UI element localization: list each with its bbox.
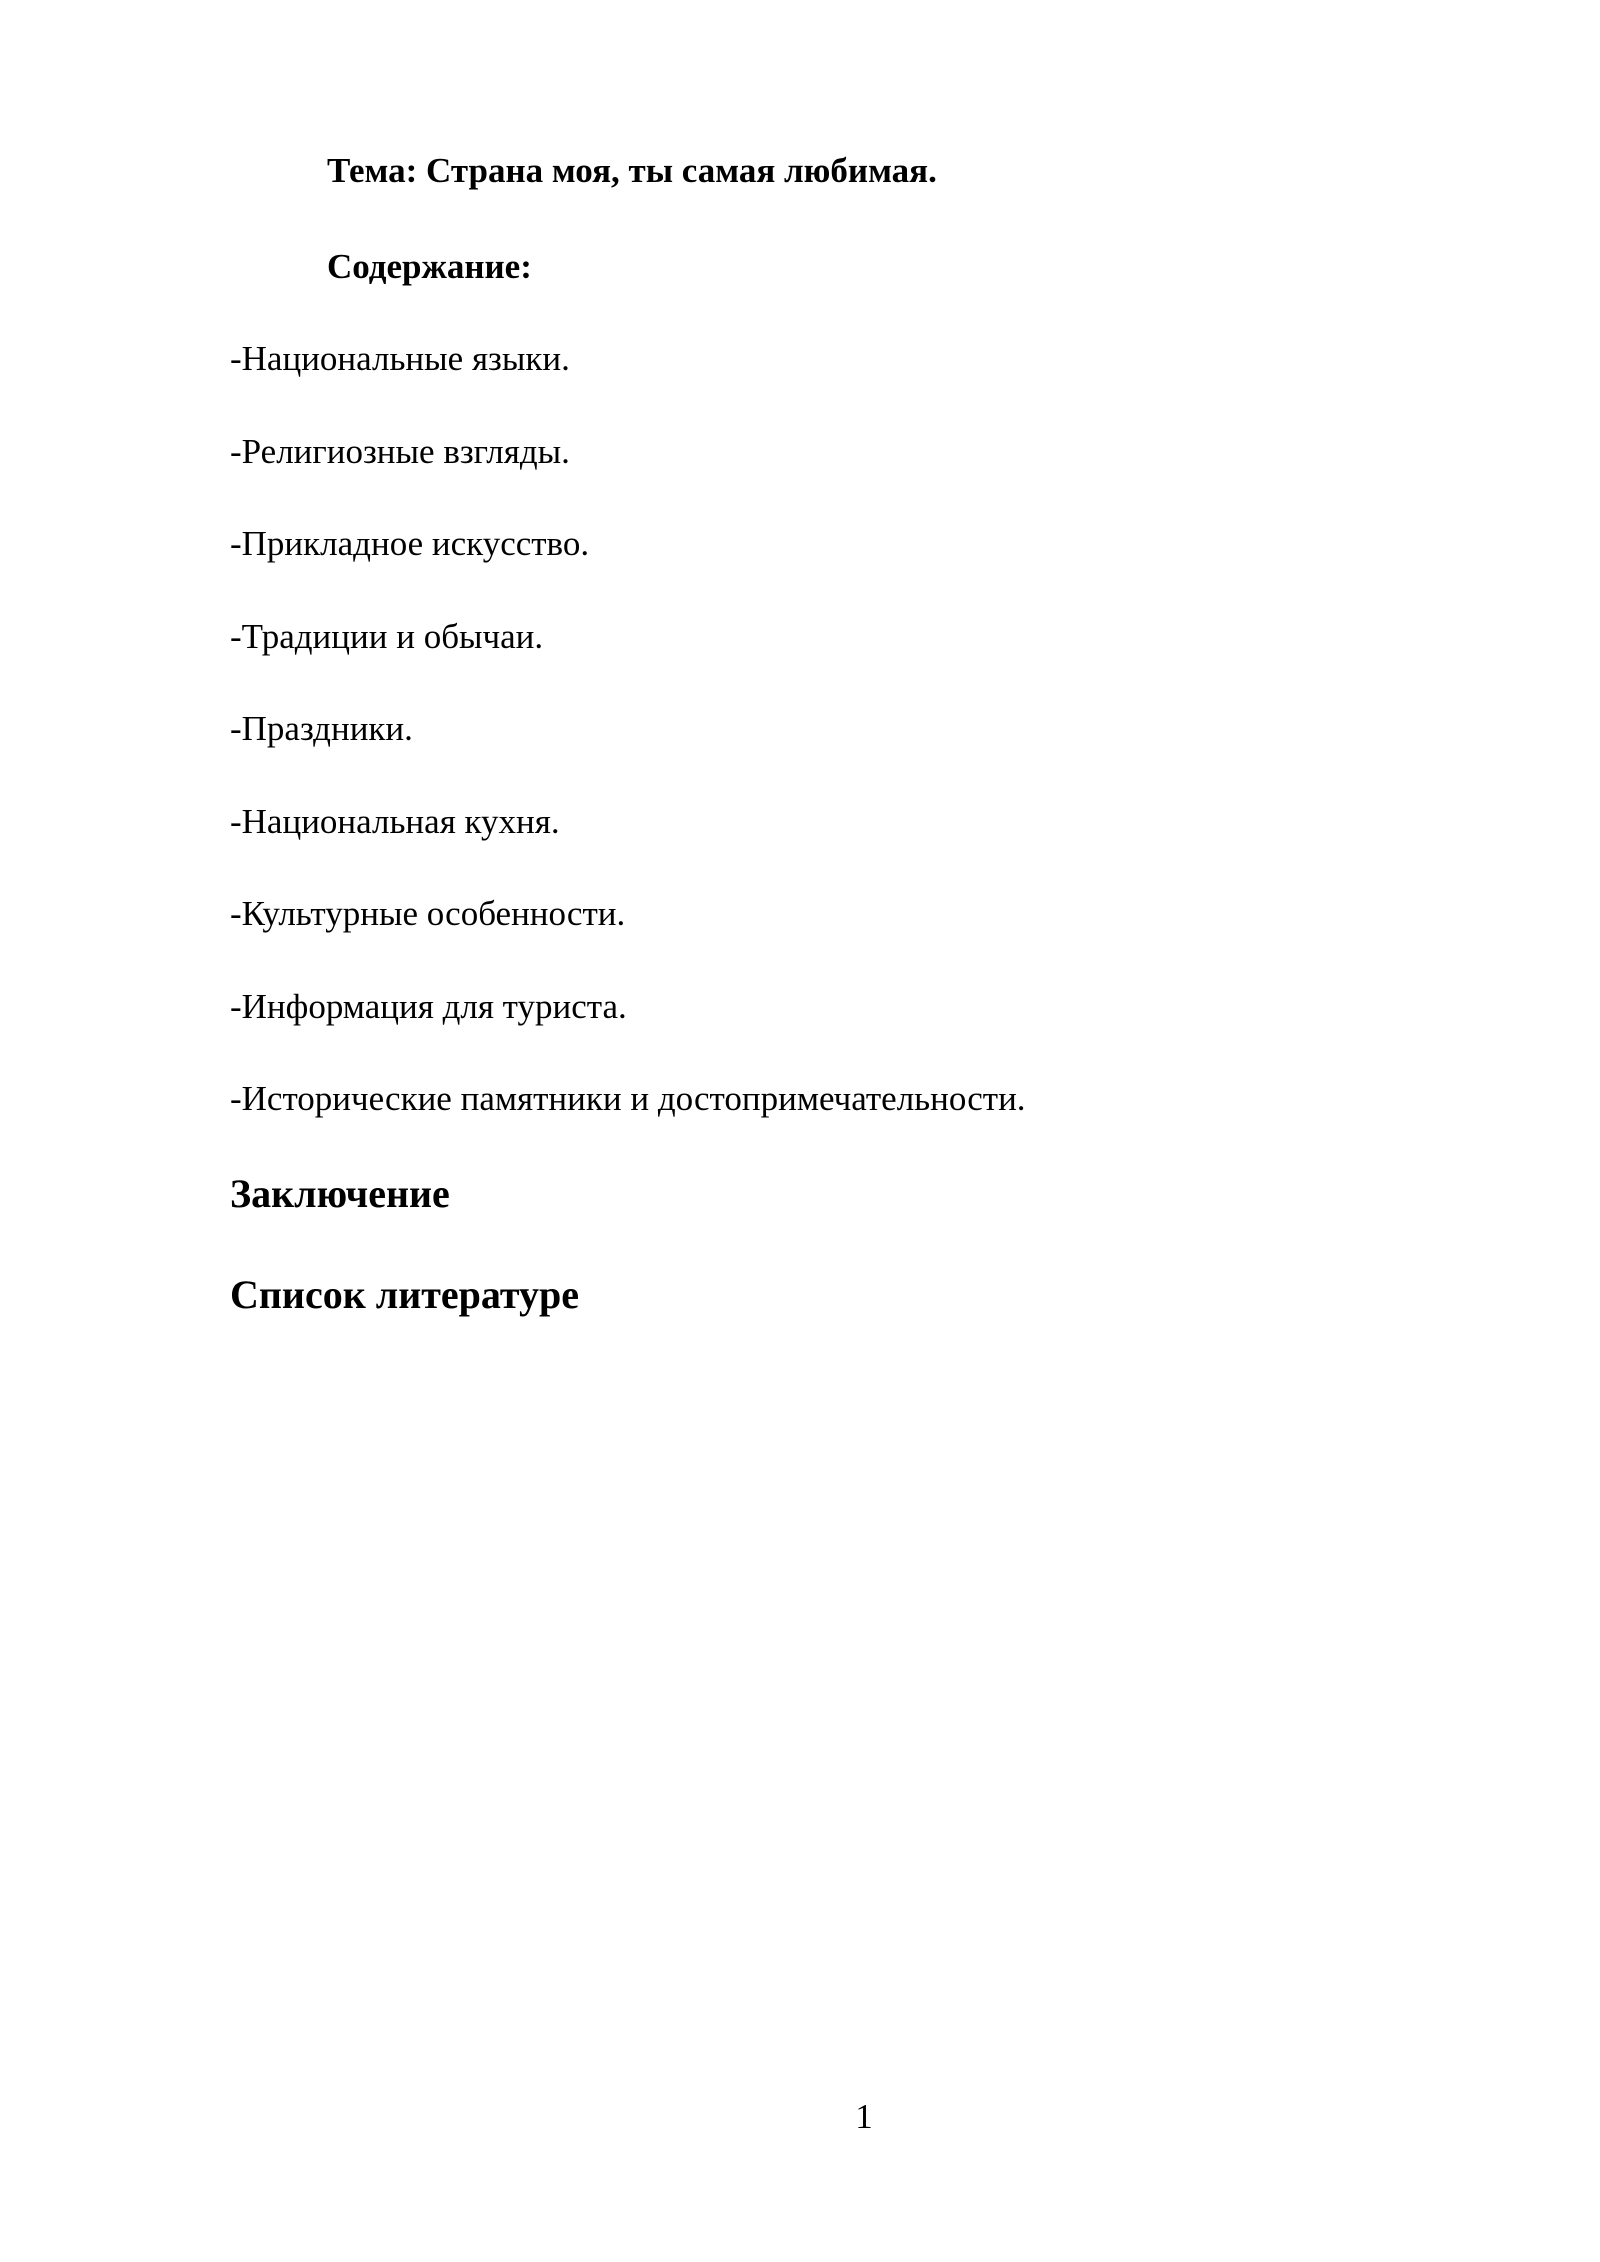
contents-heading: Содержание: (327, 247, 532, 286)
list-item: -Религиозные взгляды. (230, 431, 570, 471)
list-item: -Национальная кухня. (230, 801, 560, 841)
contents-list (230, 338, 1026, 1171)
page-number: 1 (855, 2097, 873, 2136)
list-item: -Праздники. (230, 709, 413, 748)
list-item: -Информация для туриста. (230, 986, 627, 1026)
list-item: -Национальные языки. (230, 339, 570, 378)
topic-title: Тема: Страна моя, ты самая любимая. (327, 151, 937, 190)
list-item: -Культурные особенности. (230, 894, 626, 933)
conclusion-heading: Заключение (230, 1171, 450, 1216)
references-heading: Список литературе (230, 1272, 580, 1317)
list-item: -Традиции и обычаи. (230, 616, 544, 656)
list-item: -Исторические памятники и достопримечательности. (230, 1079, 1026, 1118)
list-item: -Прикладное искусство. (230, 524, 590, 563)
